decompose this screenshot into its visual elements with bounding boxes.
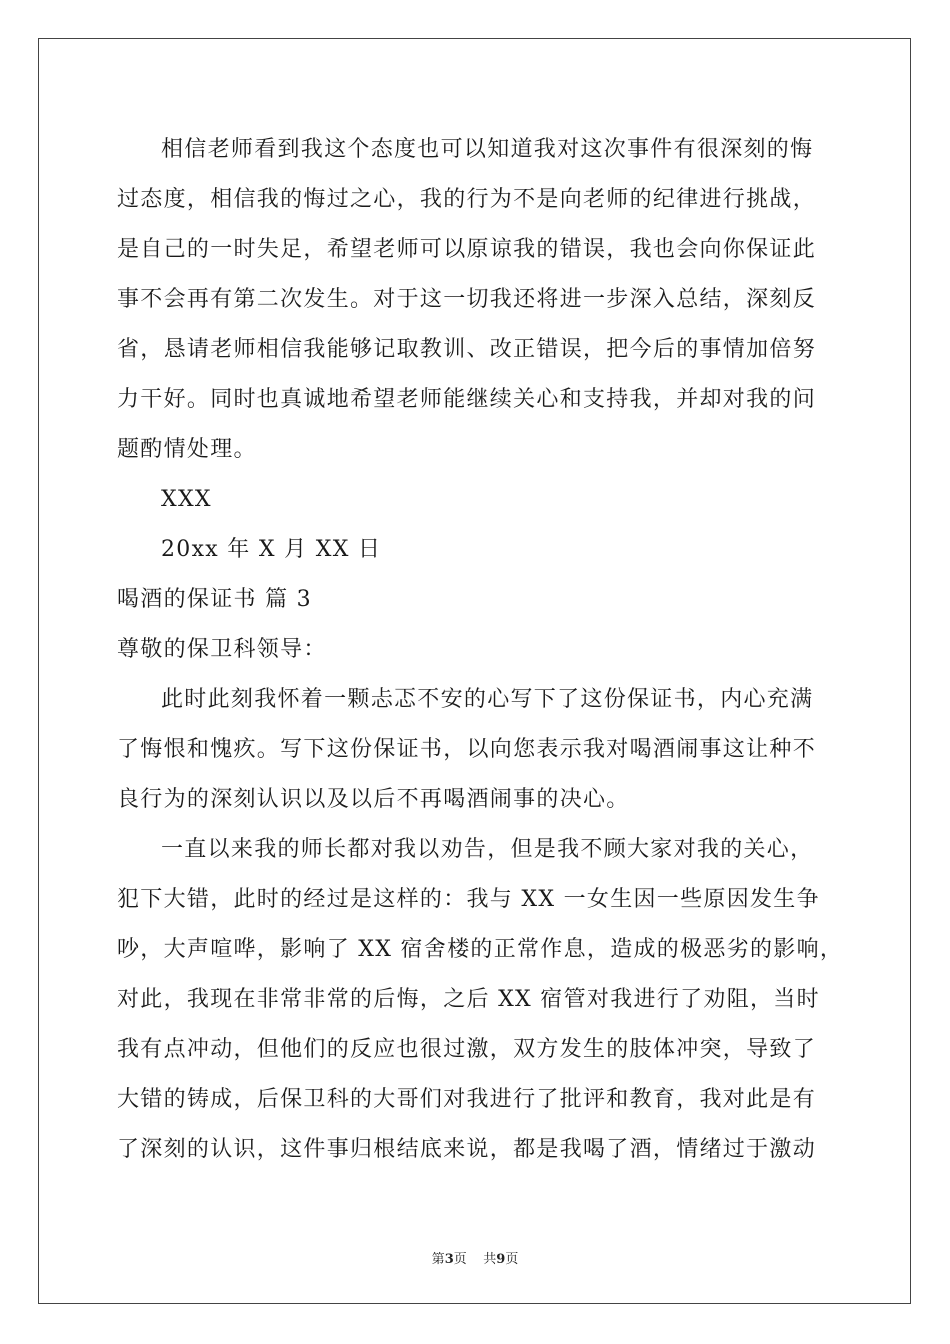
paragraph-line: 题酌情处理。 [117,437,257,462]
page-total: 9 [496,1252,506,1267]
paragraph-line: 力干好。同时也真诚地希望老师能继续关心和支持我，并却对我的问 [117,387,817,412]
paragraph-line: 大错的铸成，后保卫科的大哥们对我进行了批评和教育，我对此是有 [117,1087,817,1112]
salutation: 尊敬的保卫科领导： [117,637,327,662]
page-prefix: 第 [431,1252,445,1267]
signature: XXX [161,487,212,512]
paragraph-line: 一直以来我的师长都对我以劝告，但是我不顾大家对我的关心， [161,837,814,862]
page-suffix: 页 [505,1252,519,1267]
page-number [0,1248,950,1267]
paragraph-line: 相信老师看到我这个态度也可以知道我对这次事件有很深刻的悔 [161,137,814,162]
paragraph-line: 过态度，相信我的悔过之心，我的行为不是向老师的纪律进行挑战， [117,187,817,212]
paragraph-line: 良行为的深刻认识以及以后不再喝酒闹事的决心。 [117,787,630,812]
paragraph-line: 我有点冲动，但他们的反应也很过激，双方发生的肢体冲突，导致了 [117,1037,817,1062]
paragraph-line: 此时此刻我怀着一颗忐忑不安的心写下了这份保证书，内心充满 [161,687,814,712]
paragraph-line: 犯下大错，此时的经过是这样的：我与 XX 一女生因一些原因发生争 [117,887,820,912]
page-current: 3 [444,1252,454,1267]
paragraph-line: 了悔恨和愧疚。写下这份保证书，以向您表示我对喝酒闹事这让种不 [117,737,817,762]
paragraph-line: 吵，大声喧哗，影响了 XX 宿舍楼的正常作息，造成的极恶劣的影响， [117,937,844,962]
paragraph-line: 省，恳请老师相信我能够记取教训、改正错误，把今后的事情加倍努 [117,337,817,362]
page-mid: 页 共 [453,1252,497,1267]
paragraph-line: 事不会再有第二次发生。对于这一切我还将进一步深入总结，深刻反 [117,287,817,312]
section-title: 喝酒的保证书 篇 3 [117,587,312,612]
paragraph-line: 对此，我现在非常非常的后悔，之后 XX 宿管对我进行了劝阻，当时 [117,987,820,1012]
paragraph-line: 了深刻的认识，这件事归根结底来说，都是我喝了酒，情绪过于激动 [117,1137,817,1162]
date: 20xx 年 X 月 XX 日 [161,537,382,562]
page-border [38,38,911,1304]
paragraph-line: 是自己的一时失足，希望老师可以原谅我的错误，我也会向你保证此 [117,237,817,262]
